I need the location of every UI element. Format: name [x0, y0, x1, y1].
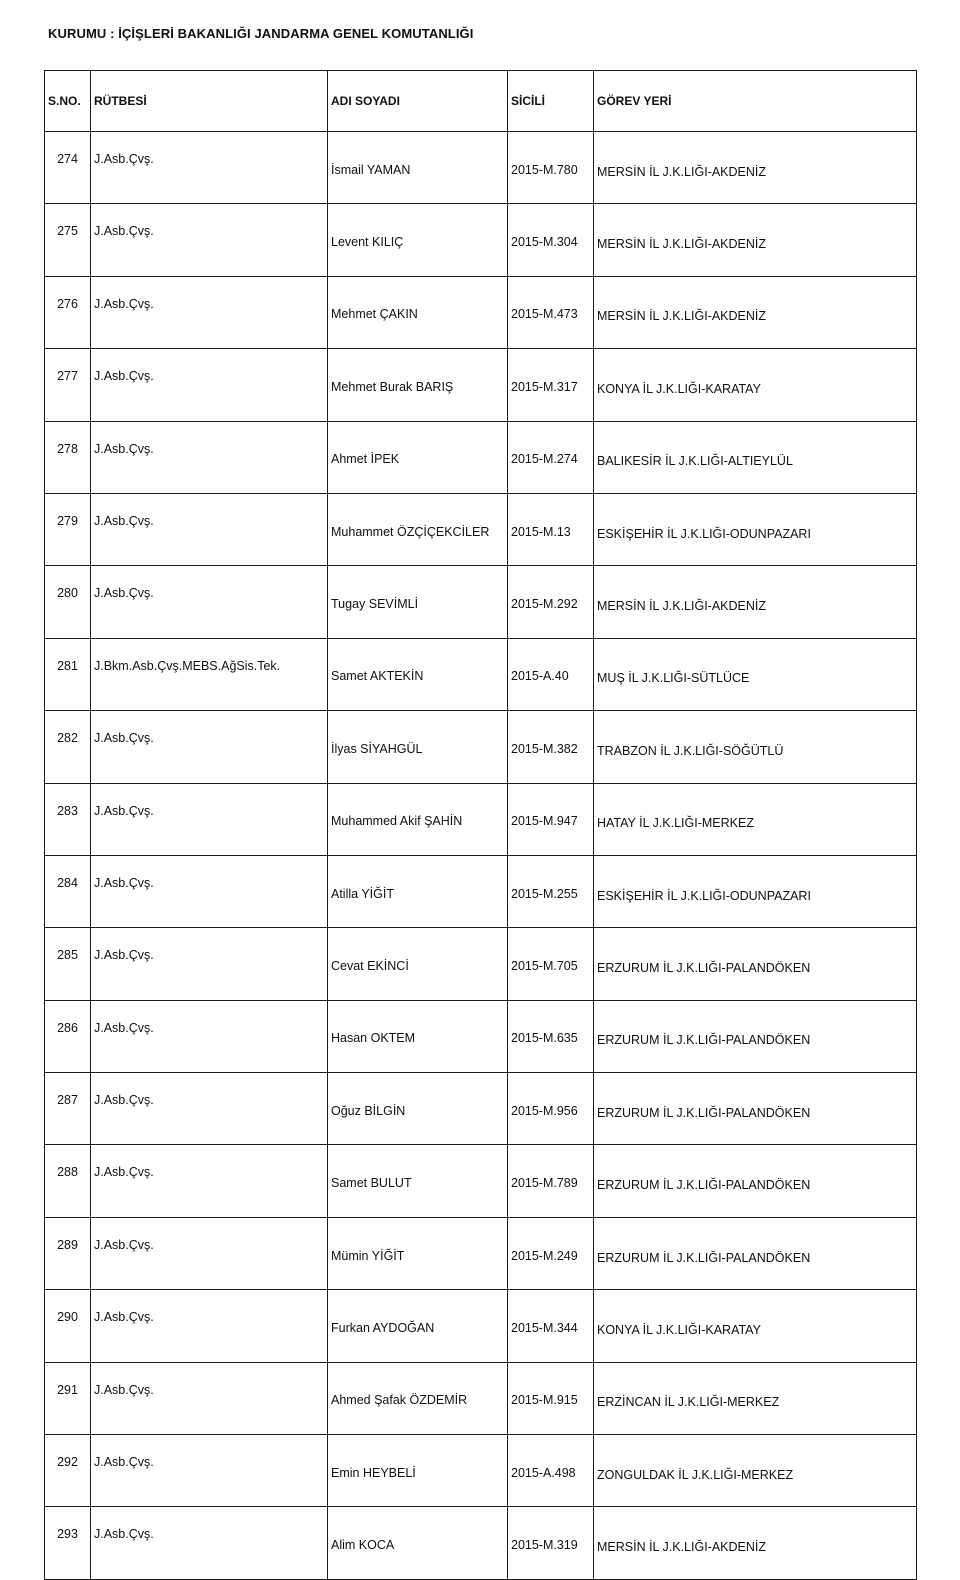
row-full-name: Oğuz BİLGİN [328, 1073, 508, 1145]
table-row [45, 638, 917, 710]
row-full-name: Hasan OKTEM [328, 1000, 508, 1072]
table-row [45, 1145, 917, 1217]
row-full-name: İsmail YAMAN [328, 132, 508, 204]
row-duty-station: ERZURUM İL J.K.LIĞI-PALANDÖKEN [594, 1073, 917, 1145]
table-row [45, 276, 917, 348]
row-serial-number: 279 [45, 493, 91, 565]
row-duty-station: ERZURUM İL J.K.LIĞI-PALANDÖKEN [594, 1145, 917, 1217]
institution-heading: KURUMU : İÇİŞLERİ BAKANLIĞI JANDARMA GENEL KOMUTANLIĞI [48, 26, 474, 41]
row-rank: J.Asb.Çvş. [91, 349, 328, 421]
table-row [45, 1073, 917, 1145]
row-serial-number: 288 [45, 1145, 91, 1217]
row-full-name: Alim KOCA [328, 1507, 508, 1579]
row-rank: J.Asb.Çvş. [91, 1145, 328, 1217]
row-serial-number: 277 [45, 349, 91, 421]
row-rank: J.Asb.Çvş. [91, 1507, 328, 1579]
row-serial-number: 281 [45, 638, 91, 710]
row-full-name: Samet BULUT [328, 1145, 508, 1217]
row-rank: J.Asb.Çvş. [91, 1073, 328, 1145]
row-rank: J.Asb.Çvş. [91, 421, 328, 493]
row-full-name: Muhammet ÖZÇİÇEKCİLER [328, 493, 508, 565]
row-serial-number: 275 [45, 204, 91, 276]
table-row [45, 132, 917, 204]
row-registry-number: 2015-M.344 [508, 1290, 594, 1362]
row-registry-number: 2015-M.317 [508, 349, 594, 421]
row-registry-number: 2015-M.635 [508, 1000, 594, 1072]
row-rank: J.Asb.Çvş. [91, 1290, 328, 1362]
row-serial-number: 276 [45, 276, 91, 348]
table-body [45, 132, 917, 1580]
row-serial-number: 292 [45, 1435, 91, 1507]
row-registry-number: 2015-M.319 [508, 1507, 594, 1579]
column-header-rank: RÜTBESİ [91, 71, 328, 132]
row-rank: J.Asb.Çvş. [91, 276, 328, 348]
row-full-name: Emin HEYBELİ [328, 1435, 508, 1507]
row-full-name: Levent KILIÇ [328, 204, 508, 276]
row-registry-number: 2015-A.498 [508, 1435, 594, 1507]
row-registry-number: 2015-M.304 [508, 204, 594, 276]
row-full-name: Samet AKTEKİN [328, 638, 508, 710]
row-duty-station: ERZİNCAN İL J.K.LIĞI-MERKEZ [594, 1362, 917, 1434]
table-row [45, 204, 917, 276]
row-registry-number: 2015-M.13 [508, 493, 594, 565]
row-full-name: Tugay SEVİMLİ [328, 566, 508, 638]
row-rank: J.Asb.Çvş. [91, 1000, 328, 1072]
row-duty-station: KONYA İL J.K.LIĞI-KARATAY [594, 1290, 917, 1362]
row-rank: J.Asb.Çvş. [91, 711, 328, 783]
row-serial-number: 285 [45, 928, 91, 1000]
row-duty-station: ESKİŞEHİR İL J.K.LIĞI-ODUNPAZARI [594, 493, 917, 565]
column-header-name: ADI SOYADI [328, 71, 508, 132]
row-duty-station: ERZURUM İL J.K.LIĞI-PALANDÖKEN [594, 1217, 917, 1289]
personnel-table [44, 70, 917, 1580]
row-serial-number: 284 [45, 855, 91, 927]
row-serial-number: 293 [45, 1507, 91, 1579]
row-rank: J.Asb.Çvş. [91, 1362, 328, 1434]
row-registry-number: 2015-M.956 [508, 1073, 594, 1145]
table-row [45, 421, 917, 493]
row-duty-station: BALIKESİR İL J.K.LIĞI-ALTIEYLÜL [594, 421, 917, 493]
row-rank: J.Asb.Çvş. [91, 1435, 328, 1507]
row-duty-station: KONYA İL J.K.LIĞI-KARATAY [594, 349, 917, 421]
row-full-name: Atilla YİĞİT [328, 855, 508, 927]
row-serial-number: 291 [45, 1362, 91, 1434]
row-serial-number: 289 [45, 1217, 91, 1289]
row-full-name: Furkan AYDOĞAN [328, 1290, 508, 1362]
row-full-name: Muhammed Akif ŞAHİN [328, 783, 508, 855]
row-duty-station: MERSİN İL J.K.LIĞI-AKDENİZ [594, 1507, 917, 1579]
row-duty-station: ZONGULDAK İL J.K.LIĞI-MERKEZ [594, 1435, 917, 1507]
row-rank: J.Asb.Çvş. [91, 1217, 328, 1289]
row-duty-station: MERSİN İL J.K.LIĞI-AKDENİZ [594, 276, 917, 348]
row-rank: J.Asb.Çvş. [91, 132, 328, 204]
row-duty-station: ERZURUM İL J.K.LIĞI-PALANDÖKEN [594, 928, 917, 1000]
row-full-name: Ahmed Şafak ÖZDEMİR [328, 1362, 508, 1434]
row-full-name: İlyas SİYAHGÜL [328, 711, 508, 783]
row-duty-station: ERZURUM İL J.K.LIĞI-PALANDÖKEN [594, 1000, 917, 1072]
row-registry-number: 2015-M.249 [508, 1217, 594, 1289]
table-row [45, 566, 917, 638]
row-serial-number: 283 [45, 783, 91, 855]
row-serial-number: 274 [45, 132, 91, 204]
row-duty-station: TRABZON İL J.K.LIĞI-SÖĞÜTLÜ [594, 711, 917, 783]
row-duty-station: ESKİŞEHİR İL J.K.LIĞI-ODUNPAZARI [594, 855, 917, 927]
row-duty-station: MERSİN İL J.K.LIĞI-AKDENİZ [594, 132, 917, 204]
row-rank: J.Bkm.Asb.Çvş.MEBS.AğSis.Tek. [91, 638, 328, 710]
table-header [45, 71, 917, 132]
row-registry-number: 2015-M.789 [508, 1145, 594, 1217]
table-row [45, 1290, 917, 1362]
row-registry-number: 2015-M.274 [508, 421, 594, 493]
row-serial-number: 287 [45, 1073, 91, 1145]
row-registry-number: 2015-M.473 [508, 276, 594, 348]
row-full-name: Mehmet Burak BARIŞ [328, 349, 508, 421]
row-full-name: Mehmet ÇAKIN [328, 276, 508, 348]
table-row [45, 1362, 917, 1434]
row-duty-station: HATAY İL J.K.LIĞI-MERKEZ [594, 783, 917, 855]
table-row [45, 783, 917, 855]
column-header-sno: S.NO. [45, 71, 91, 132]
table-row [45, 1217, 917, 1289]
table-row [45, 1507, 917, 1579]
row-registry-number: 2015-M.780 [508, 132, 594, 204]
row-rank: J.Asb.Çvş. [91, 783, 328, 855]
row-serial-number: 282 [45, 711, 91, 783]
header-row [45, 71, 917, 132]
table-row [45, 711, 917, 783]
row-registry-number: 2015-M.382 [508, 711, 594, 783]
table-row [45, 349, 917, 421]
row-registry-number: 2015-A.40 [508, 638, 594, 710]
row-serial-number: 278 [45, 421, 91, 493]
table-row [45, 855, 917, 927]
row-full-name: Cevat EKİNCİ [328, 928, 508, 1000]
row-serial-number: 286 [45, 1000, 91, 1072]
row-rank: J.Asb.Çvş. [91, 493, 328, 565]
row-rank: J.Asb.Çvş. [91, 855, 328, 927]
row-serial-number: 290 [45, 1290, 91, 1362]
row-registry-number: 2015-M.255 [508, 855, 594, 927]
row-registry-number: 2015-M.947 [508, 783, 594, 855]
row-duty-station: MERSİN İL J.K.LIĞI-AKDENİZ [594, 204, 917, 276]
row-full-name: Mümin YİĞİT [328, 1217, 508, 1289]
row-duty-station: MERSİN İL J.K.LIĞI-AKDENİZ [594, 566, 917, 638]
table-row [45, 1435, 917, 1507]
row-rank: J.Asb.Çvş. [91, 566, 328, 638]
row-full-name: Ahmet İPEK [328, 421, 508, 493]
row-serial-number: 280 [45, 566, 91, 638]
column-header-duty-station: GÖREV YERİ [594, 71, 917, 132]
row-registry-number: 2015-M.705 [508, 928, 594, 1000]
row-rank: J.Asb.Çvş. [91, 204, 328, 276]
column-header-sicil: SİCİLİ [508, 71, 594, 132]
row-registry-number: 2015-M.292 [508, 566, 594, 638]
row-duty-station: MUŞ İL J.K.LIĞI-SÜTLÜCE [594, 638, 917, 710]
table-row [45, 1000, 917, 1072]
row-rank: J.Asb.Çvş. [91, 928, 328, 1000]
row-registry-number: 2015-M.915 [508, 1362, 594, 1434]
table-row [45, 493, 917, 565]
table-row [45, 928, 917, 1000]
